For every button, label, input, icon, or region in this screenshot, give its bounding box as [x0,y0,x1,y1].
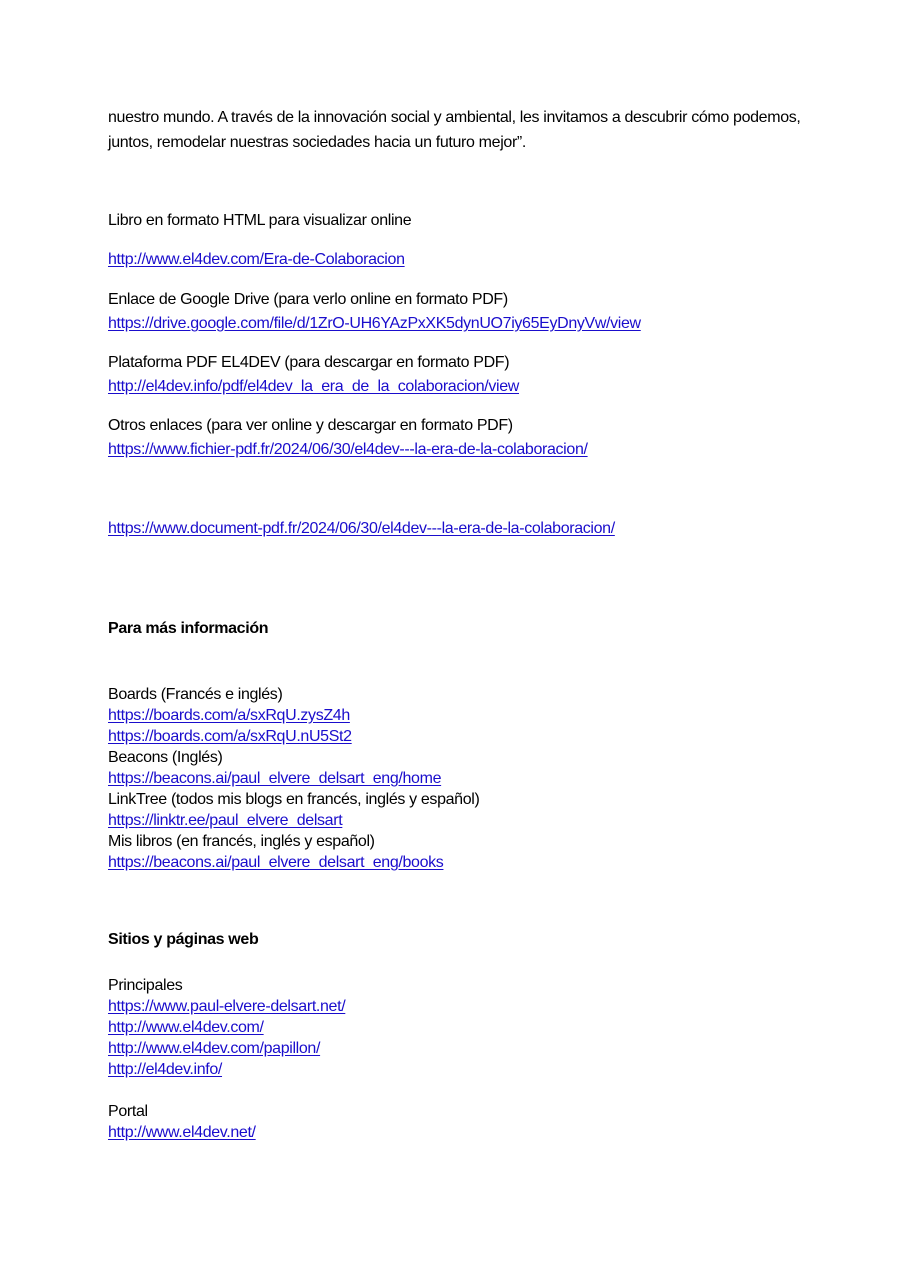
main-site-link[interactable]: https://www.paul-elvere-delsart.net/ [108,998,346,1015]
main-site-link[interactable]: http://www.el4dev.com/papillon/ [108,1040,321,1057]
websites-heading: Sitios y páginas web [108,931,259,948]
boards-link-1[interactable]: https://boards.com/a/sxRqU.zysZ4h [108,707,350,724]
google-drive-link[interactable]: https://drive.google.com/file/d/1ZrO-UH6YAzPxXK5dynUO7iy65EyDnyVw/view [108,315,641,332]
main-site-link[interactable]: http://www.el4dev.com/ [108,1019,264,1036]
beacons-label: Beacons (Inglés) [108,749,223,766]
my-books-label: Mis libros (en francés, inglés y español) [108,833,375,850]
other-links-label: Otros enlaces (para ver online y descargar en formato PDF) [108,417,513,434]
main-site-link[interactable]: http://el4dev.info/ [108,1061,223,1078]
document-pdf-link[interactable]: https://www.document-pdf.fr/2024/06/30/el4dev---la-era-de-la-colaboracion/ [108,520,615,537]
google-drive-label: Enlace de Google Drive (para verlo online en formato PDF) [108,291,508,308]
html-book-label: Libro en formato HTML para visualizar online [108,212,412,229]
pdf-platform-label: Plataforma PDF EL4DEV (para descargar en formato PDF) [108,354,510,371]
boards-label: Boards (Francés e inglés) [108,686,283,703]
linktree-label: LinkTree (todos mis blogs en francés, inglés y español) [108,791,480,808]
pdf-platform-link[interactable]: http://el4dev.info/pdf/el4dev_la_era_de_la_colaboracion/view [108,378,520,395]
portal-label: Portal [108,1103,148,1120]
html-book-link[interactable]: http://www.el4dev.com/Era-de-Colaboracion [108,251,405,268]
intro-line-2: juntos, remodelar nuestras sociedades hacia un futuro mejor”. [108,134,526,151]
fichier-pdf-link[interactable]: https://www.fichier-pdf.fr/2024/06/30/el4dev---la-era-de-la-colaboracion/ [108,441,588,458]
main-sites-label: Principales [108,977,183,994]
boards-link-2[interactable]: https://boards.com/a/sxRqU.nU5St2 [108,728,352,745]
my-books-link[interactable]: https://beacons.ai/paul_elvere_delsart_eng/books [108,854,444,871]
linktree-link[interactable]: https://linktr.ee/paul_elvere_delsart [108,812,343,829]
portal-link[interactable]: http://www.el4dev.net/ [108,1124,256,1141]
intro-line-1: nuestro mundo. A través de la innovación social y ambiental, les invitamos a descubrir cómo podemos, [108,109,801,126]
more-info-heading: Para más información [108,620,269,637]
beacons-link[interactable]: https://beacons.ai/paul_elvere_delsart_eng/home [108,770,442,787]
